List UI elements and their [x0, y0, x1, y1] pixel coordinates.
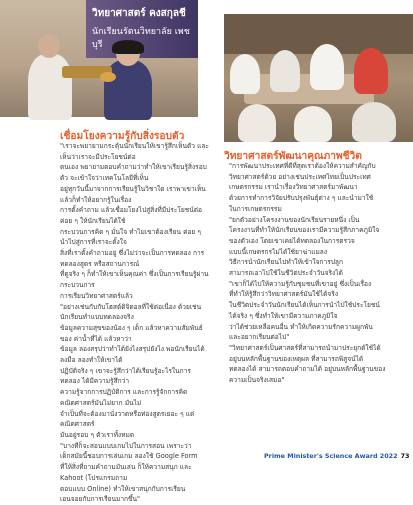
paragraph-line: ทดลองได้ สามารถตอบคำถามได้ อยู่บนหลักพื้นฐานของ	[229, 365, 386, 374]
paragraph-line: ที่ดูจริง ๆ ก็ทำให้เขาเห็นคุณค่า ซึ่งเป็นการเรียนรู้ผ่านกระบวนการ	[60, 270, 209, 290]
paragraph-line: อยู่ทุกวันนี้มาจากการเรียนรู้ในวิชาใด เราพาเขาเห็นแล้วก็ทำให้อยากรู้ในเรื่อง	[60, 184, 206, 204]
paragraph-line: ของตัวเอง โดยเขาเคยได้ทดลองในการตรวจ	[229, 236, 355, 245]
student-figure	[238, 104, 276, 142]
right-column-text	[229, 161, 389, 445]
footer-publication-title: Prime Minister's Science Award 2022	[264, 452, 398, 460]
teacher-figure	[354, 48, 388, 94]
paragraph-line: "ยกตัวอย่างโครงงานของนักเรียนรายหนึ่ง เป็น	[229, 215, 360, 224]
flowers	[100, 72, 116, 82]
student-figure	[230, 54, 260, 94]
banner-line-2: นักเรียนรัตนวิทยาลัย เพช	[92, 27, 190, 37]
student-figure	[270, 50, 300, 92]
paragraph-line: วิธีการนำนักเรียนไปทำให้เข้าใจการปลูก	[229, 258, 343, 267]
left-column-text	[60, 141, 210, 504]
student-figure	[352, 102, 396, 142]
paragraph-line: ด้วยการทำการวิจัยปรับปรุงพันธุ์ต่าง ๆ และนำมาใช้	[229, 194, 374, 203]
paragraph-line: เด็กสมัยนี้ชอบการเล่นเกม ลองใช้ Google Form	[60, 452, 198, 461]
paragraph-line: ที่ทำให้รู้สึกว่าวิทยาศาสตร์มันใช้ได้จริง	[229, 290, 339, 299]
paragraph-line: ตนเอง พยายามตอบคำถามว่าทำให้เขาเรียนรู้สิ่งรอบตัว จะเข้าใจว่าเทคโนโลยีที่เห็น	[60, 163, 207, 183]
paragraph-line: ปฏิบัติจริง ๆ เขาจะรู้สึกว่าได้เรียนรู้อะไรในการทดลอง ได้มีความรู้สึกว่า	[60, 366, 191, 386]
paragraph-line: แบบนี้เกษตรกรไม่ได้ใช้ยาฆ่าแมลง	[229, 247, 328, 256]
page-footer	[264, 452, 409, 460]
paragraph-line: "บางทีก็จะสอนแบบเกมไปในการสอน เพราะว่า	[60, 441, 192, 450]
paragraph-line: "เขาก็ได้ไปให้ความรู้กับชุมชนที่เขาอยู่ ซึ่งเป็นเรื่อง	[229, 279, 372, 288]
award-ceremony-photo	[0, 0, 198, 117]
paragraph-line: ข้อมูลความสุขของน้อง ๆ เด็ก แล้วหาความสัมพันธ์ของ ค่าน้ำที่ได้ แล้วหาว่า	[60, 323, 203, 343]
paragraph-line: การเรียนวิทยาศาสตร์แล้ว	[60, 291, 133, 300]
paragraph-line: ความเป็นจริงเสมอ"	[229, 376, 285, 385]
paragraph-line: ความรู้จากการปฏิบัติการ และการรู้จักการคิดคณิตศาสตร์มันไม่ยาก มันไม่	[60, 388, 188, 407]
left-section-heading: เชื่อมโยงความรู้กับสิ่งรอบตัว	[60, 131, 185, 142]
presenter-head	[38, 34, 60, 58]
banner-line-3: บุรี	[92, 40, 103, 50]
paragraph-line: "อย่างเช่นกับกับโฮสต์ดิจิตอลที่ใช้ต่อเนื่อง ด้วยเช่นนักเรียนทำแบบทดลองจริง	[60, 302, 202, 322]
classroom-photo	[224, 14, 413, 142]
paragraph-line: ได้จริง ๆ ซึ่งทำให้เขามีความภาคภูมิใจ	[229, 311, 338, 320]
page-number: 73	[400, 452, 410, 460]
paragraph-line: อยู่บนหลักพื้นฐานของเหตุผล ที่สามารถพิสูจน์ได้	[229, 354, 364, 363]
paragraph-line: จำเป็นที่จะต้องมานั่งวาดหรือท่องสูตรเยอะ ๆ แต่คณิตศาสตร์	[60, 409, 195, 429]
paragraph-line: "วิทยาศาสตร์เป็นศาสตร์ที่สามารถนำมาประยุกต์ใช้ได้	[229, 343, 381, 352]
paragraph-line: สิ่งที่เราตั้งคำถามอยู่ ซึ่งไม่ว่าจะเป็นการทดลอง การทดลองสูตร หรือสถานการณ์	[60, 249, 205, 268]
paragraph-line: "เราจะพยายามกระตุ้นนักเรียนให้เขารู้สึกเห็นตัว และเห็นว่าเราจะมีประโยชน์ต่อ	[60, 142, 209, 161]
banner-line-1: วิทยาศาสตร์ คงสกุลชี	[92, 8, 186, 19]
paragraph-line: ข้อมูล ลองสรุปว่าทำได้ยังไงสรุปยังไง พอนักเรียนได้ลงมือ ลองทำให้เขาได้	[60, 345, 205, 365]
presenter-figure	[28, 54, 72, 120]
paragraph-line: สามารถเอาไปใช้ในชีวิตประจำวันจริงได้	[229, 269, 343, 278]
paragraph-line: มันอยู่รอบ ๆ ตัวเราทั้งหมด	[60, 430, 135, 439]
paragraph-line: ว่าได้ช่วยเหลือคนอื่น ทำให้เกิดความรักความผูกพัน	[229, 322, 373, 331]
paragraph-line: ในชีวิตประจำวันนักเรียนได้เห็นการนำไปใช้ประโยชน์	[229, 301, 380, 310]
student-figure	[310, 44, 344, 90]
paragraph-line: ในการเกษตรกรรม	[229, 204, 282, 213]
recipient-hair	[112, 40, 144, 54]
paragraph-line: และอยากเรียนต่อไป"	[229, 333, 290, 342]
paragraph-line: วิทยาศาสตร์ด้วย อย่างเช่นประเทศไทยเป็นประเทศ	[229, 172, 371, 181]
paragraph-line: ตอบแบบ Online) ทำให้เขาสนุกกับการเรียน	[60, 484, 186, 493]
student-figure	[294, 106, 332, 142]
paragraph-line: เอนจอยกับการเรียนมากขึ้น"	[60, 495, 141, 504]
paragraph-line: กระบวนการคิด ๆ มั่นใจ ทำไมเขาต้องเรียน ค่อย ๆ นำไปสู่การที่เราจะตั้งใจ	[60, 227, 201, 247]
paragraph-line: การตั้งคำถาม แล้วเชื่อมโยงไปสู่สิ่งที่มีประโยชน์ต่อ ค่อย ๆ ให้นักเรียนได้ใช้	[60, 206, 203, 225]
paragraph-line: ที่ให้สิ่งที่ถามคำถามมันเล่น ก็ให้ความสนุก และ Kahoot (โปรแกรมถาม	[60, 463, 192, 482]
paragraph-line: โครงงานที่ทำให้นักเรียนของเรามีความรู้สึกภาคภูมิใจ	[229, 226, 380, 235]
paragraph-line: เกษตรกรรม เรานำเรื่องวิทยาศาสตร์มาพัฒนา	[229, 183, 358, 192]
right-section-heading: วิทยาศาสตร์พัฒนาคุณภาพชีวิต	[224, 151, 362, 162]
paragraph-line: "การพัฒนาประเทศที่ดีที่สุดเราต้องให้ความสำคัญกับ	[229, 162, 376, 170]
